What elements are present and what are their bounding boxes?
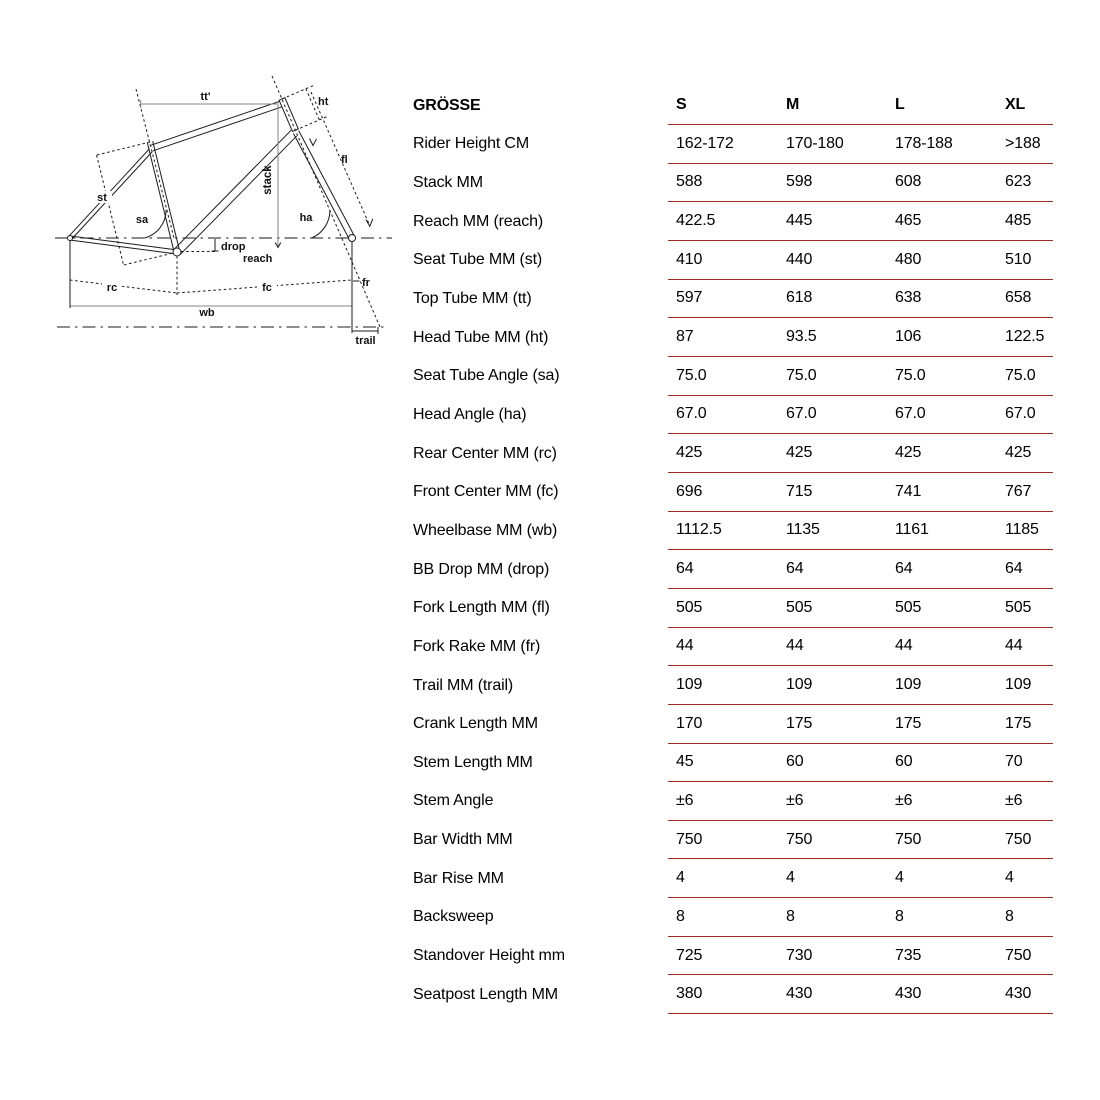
row-values: [668, 318, 1053, 357]
row-value: 162-172: [676, 134, 734, 152]
table-row: [413, 859, 1053, 898]
row-value: 8: [895, 907, 904, 925]
row-value: 440: [786, 250, 813, 268]
row-label: Crank Length MM: [413, 715, 538, 733]
row-value: 4: [676, 869, 685, 887]
row-value: 618: [786, 289, 813, 307]
row-values: [668, 164, 1053, 203]
row-value: 75.0: [1005, 366, 1036, 384]
column-header-xl: XL: [1005, 96, 1026, 113]
table-row: [413, 357, 1053, 396]
row-value: 480: [895, 250, 922, 268]
row-value: 67.0: [1005, 405, 1036, 423]
row-values: [668, 280, 1053, 319]
row-value: 67.0: [895, 405, 926, 423]
row-label: Reach MM (reach): [413, 212, 544, 230]
row-value: 93.5: [786, 328, 817, 346]
row-values: [668, 550, 1053, 589]
row-value: 170-180: [786, 134, 844, 152]
row-label: Bar Rise MM: [413, 869, 504, 887]
row-values: [668, 589, 1053, 628]
row-value: 8: [676, 907, 685, 925]
row-value: ±6: [895, 791, 913, 809]
row-values: [668, 125, 1053, 164]
row-value: 750: [1005, 946, 1032, 964]
row-value: 623: [1005, 173, 1032, 191]
row-values: [668, 241, 1053, 280]
table-row: [413, 898, 1053, 937]
row-values: [668, 434, 1053, 473]
row-label: Bar Width MM: [413, 831, 513, 849]
row-value: 8: [786, 907, 795, 925]
row-values: [668, 396, 1053, 435]
diagram-label-ha: ha: [299, 212, 313, 224]
row-values: [668, 357, 1053, 396]
row-values: [668, 628, 1053, 667]
row-value: 750: [1005, 830, 1032, 848]
row-value: 380: [676, 985, 703, 1003]
diagram-labels: [97, 91, 375, 347]
row-label: Seat Tube MM (st): [413, 251, 543, 269]
row-value: 87: [676, 328, 694, 346]
table-row: [413, 937, 1053, 976]
row-value: 505: [786, 598, 813, 616]
row-values: [668, 666, 1053, 705]
row-value: 510: [1005, 250, 1032, 268]
row-value: ±6: [676, 791, 694, 809]
row-value: 64: [1005, 560, 1023, 578]
table-row: [413, 821, 1053, 860]
row-value: 1185: [1005, 521, 1039, 539]
table-row: [413, 512, 1053, 551]
row-value: 67.0: [676, 405, 707, 423]
diagram-label-sa: sa: [135, 214, 149, 226]
row-value: 175: [786, 714, 813, 732]
row-label: Stack MM: [413, 173, 483, 191]
diagram-label-fc: fc: [262, 282, 272, 294]
row-value: 70: [1005, 753, 1023, 771]
row-label: Stem Length MM: [413, 753, 533, 771]
table-row: [413, 628, 1053, 667]
row-value: 715: [786, 482, 813, 500]
row-value: 109: [1005, 676, 1032, 694]
table-row: [413, 550, 1053, 589]
row-value: 750: [676, 830, 703, 848]
row-label: Head Angle (ha): [413, 405, 527, 423]
row-label: Trail MM (trail): [413, 676, 514, 694]
diagram-label-fl: fl: [341, 154, 348, 166]
row-value: 425: [676, 444, 703, 462]
diagram-label-stack: stack: [262, 165, 274, 195]
row-value: 465: [895, 212, 922, 230]
row-value: 109: [895, 676, 922, 694]
row-value: 410: [676, 250, 703, 268]
column-header-l: L: [895, 96, 905, 113]
row-value: 505: [676, 598, 703, 616]
size-header: GRÖSSE: [413, 96, 481, 114]
table-row: [413, 589, 1053, 628]
row-value: ±6: [1005, 791, 1023, 809]
row-label: Stem Angle: [413, 792, 494, 810]
row-value: 425: [895, 444, 922, 462]
row-value: 75.0: [895, 366, 926, 384]
row-value: 44: [895, 637, 913, 655]
row-label: Fork Length MM (fl): [413, 599, 550, 617]
row-value: 588: [676, 173, 703, 191]
row-value: 75.0: [786, 366, 817, 384]
table-row: [413, 975, 1053, 1014]
row-value: 106: [895, 328, 922, 346]
row-label: Rear Center MM (rc): [413, 444, 557, 462]
row-value: 175: [895, 714, 922, 732]
row-value: 425: [786, 444, 813, 462]
row-value: 45: [676, 753, 694, 771]
row-values: [668, 898, 1053, 937]
column-header-m: M: [786, 96, 800, 113]
row-label: Top Tube MM (tt): [413, 289, 532, 307]
row-value: 8: [1005, 907, 1014, 925]
row-value: 767: [1005, 482, 1032, 500]
row-value: 597: [676, 289, 703, 307]
row-value: 44: [676, 637, 694, 655]
table-row: [413, 473, 1053, 512]
row-label: Front Center MM (fc): [413, 483, 559, 501]
row-value: 1161: [895, 521, 929, 539]
row-value: 64: [786, 560, 804, 578]
row-value: 60: [895, 753, 913, 771]
row-value: 60: [786, 753, 804, 771]
row-values: [668, 975, 1053, 1014]
row-value: 175: [1005, 714, 1032, 732]
row-value: 445: [786, 212, 813, 230]
row-value: 658: [1005, 289, 1032, 307]
row-value: >188: [1005, 134, 1041, 152]
diagram-label-reach: reach: [243, 253, 273, 265]
row-label: Seat Tube Angle (sa): [413, 367, 560, 385]
row-value: 430: [786, 985, 813, 1003]
row-value: 696: [676, 482, 703, 500]
row-value: 109: [786, 676, 813, 694]
table-row: [413, 396, 1053, 435]
row-values: [668, 821, 1053, 860]
row-value: 44: [1005, 637, 1023, 655]
row-label: Standover Height mm: [413, 947, 565, 965]
diagram-label-trail: trail: [355, 335, 376, 347]
row-value: 178-188: [895, 134, 953, 152]
row-value: 741: [895, 482, 922, 500]
row-label: BB Drop MM (drop): [413, 560, 550, 578]
table-row: [413, 782, 1053, 821]
row-value: 430: [1005, 985, 1032, 1003]
row-values: [668, 859, 1053, 898]
row-value: 422.5: [676, 212, 716, 230]
diagram-label-ht: ht: [318, 96, 329, 108]
row-values: [668, 937, 1053, 976]
table-row: [413, 125, 1053, 164]
table-header-row: [413, 86, 1053, 125]
row-value: 64: [676, 560, 694, 578]
diagram-label-tt: tt': [200, 91, 211, 103]
row-label: Wheelbase MM (wb): [413, 521, 558, 539]
row-value: 750: [895, 830, 922, 848]
diagram-label-wb: wb: [199, 307, 215, 319]
row-values: [668, 473, 1053, 512]
row-label: Seatpost Length MM: [413, 985, 558, 1003]
geometry-table: [413, 86, 1053, 1014]
diagram-label-fr: fr: [362, 277, 370, 289]
row-value: 1135: [786, 521, 820, 539]
row-value: 638: [895, 289, 922, 307]
row-label: Backsweep: [413, 908, 494, 926]
row-value: 430: [895, 985, 922, 1003]
row-values: [668, 744, 1053, 783]
row-value: 44: [786, 637, 804, 655]
row-label: Rider Height CM: [413, 135, 530, 153]
row-value: 425: [1005, 444, 1032, 462]
row-value: 735: [895, 946, 922, 964]
table-row: [413, 666, 1053, 705]
table-body: [413, 125, 1053, 1014]
row-value: 67.0: [786, 405, 817, 423]
row-values: [668, 512, 1053, 551]
row-value: 122.5: [1005, 328, 1045, 346]
row-values: [668, 782, 1053, 821]
row-value: 4: [786, 869, 795, 887]
row-value: 1112.5: [676, 521, 722, 539]
row-value: 109: [676, 676, 703, 694]
table-row: [413, 280, 1053, 319]
table-row: [413, 202, 1053, 241]
row-values: [668, 202, 1053, 241]
column-header-s: S: [676, 96, 687, 113]
row-value: 4: [1005, 869, 1014, 887]
header-values: [668, 86, 1053, 125]
row-label: Head Tube MM (ht): [413, 328, 549, 346]
row-value: 730: [786, 946, 813, 964]
row-value: 170: [676, 714, 703, 732]
table-row: [413, 744, 1053, 783]
row-value: 64: [895, 560, 913, 578]
frame-outline: [68, 98, 356, 256]
table-row: [413, 318, 1053, 357]
row-value: 725: [676, 946, 703, 964]
row-value: 608: [895, 173, 922, 191]
row-value: 598: [786, 173, 813, 191]
table-row: [413, 705, 1053, 744]
table-row: [413, 164, 1053, 203]
diagram-label-st: st: [97, 192, 107, 204]
row-value: 4: [895, 869, 904, 887]
row-value: 485: [1005, 212, 1032, 230]
diagram-label-rc: rc: [106, 282, 118, 294]
table-row: [413, 241, 1053, 280]
table-row: [413, 434, 1053, 473]
row-value: ±6: [786, 791, 804, 809]
diagram-label-drop: drop: [221, 241, 246, 253]
row-value: 505: [1005, 598, 1032, 616]
row-value: 75.0: [676, 366, 707, 384]
row-values: [668, 705, 1053, 744]
row-value: 750: [786, 830, 813, 848]
row-value: 505: [895, 598, 922, 616]
row-label: Fork Rake MM (fr): [413, 637, 541, 655]
